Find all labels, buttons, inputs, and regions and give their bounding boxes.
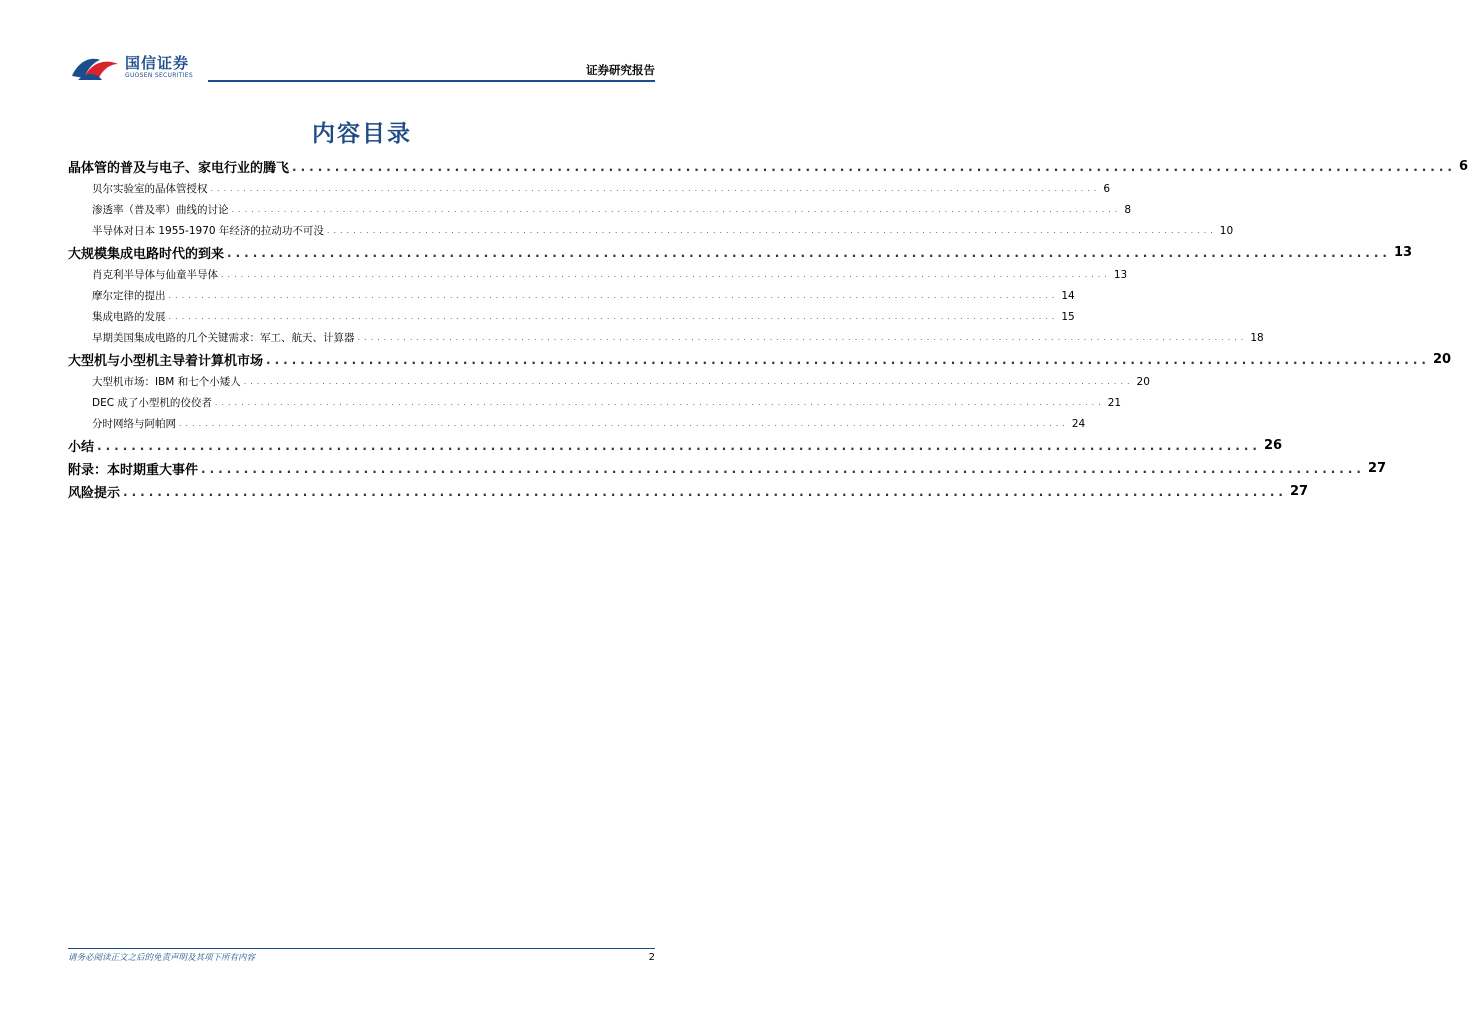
footer-disclaimer: 请务必阅读正文之后的免责声明及其项下所有内容: [68, 953, 256, 963]
page-header: [0, 0, 724, 86]
toc-leader-dots: ........................................................................................................................................: [243, 377, 1134, 386]
toc-entry-label: 集成电路的发展: [92, 311, 166, 323]
toc-leader-dots: ........................................................................................................................................: [168, 312, 1059, 321]
toc-entry[interactable]: [68, 392, 1122, 413]
toc-entry-label: 摩尔定律的提出: [92, 290, 166, 302]
header-divider: [208, 80, 655, 82]
toc-entry-page: 15: [1061, 310, 1075, 323]
footer-divider: [68, 948, 655, 949]
toc-entry[interactable]: [68, 306, 1075, 327]
toc-leader-dots: ........................................................................................................................................: [292, 159, 1456, 174]
toc-entry-page: 21: [1107, 396, 1122, 409]
toc-entry[interactable]: [68, 327, 1264, 348]
toc-entry-page: 18: [1250, 331, 1264, 344]
toc-leader-dots: ........................................................................................................................................: [168, 291, 1059, 300]
logo-text-cn: 国信证券: [125, 54, 190, 72]
toc-leader-dots: ........................................................................................................................................: [97, 438, 1261, 453]
toc-leader-dots: ........................................................................................................................................: [214, 398, 1105, 407]
toc-entry-label: 风险提示: [68, 486, 121, 501]
toc-entry-page: 20: [1432, 352, 1452, 367]
table-of-contents: [68, 155, 1468, 503]
toc-entry[interactable]: [68, 178, 1111, 199]
toc-entry[interactable]: [68, 480, 1309, 503]
toc-entry-label: 大型机市场：IBM 和七个小矮人: [92, 376, 241, 388]
toc-entry-page: 27: [1289, 484, 1309, 499]
toc-entry-page: 6: [1458, 159, 1468, 174]
toc-entry-page: 27: [1367, 461, 1387, 476]
toc-entry-label: 大规模集成电路时代的到来: [68, 247, 225, 262]
toc-entry-page: 24: [1071, 417, 1086, 430]
toc-entry[interactable]: [68, 434, 1283, 457]
toc-entry[interactable]: [68, 285, 1075, 306]
toc-entry[interactable]: [68, 413, 1086, 434]
toc-entry-label: 晶体管的普及与电子、家电行业的腾飞: [68, 161, 290, 176]
guosen-logo: [70, 50, 198, 84]
toc-entry-label: 肖克利半导体与仙童半导体: [92, 269, 218, 281]
toc-entry[interactable]: [68, 264, 1128, 285]
report-type-label: 证券研究报告: [586, 63, 655, 77]
toc-entry-page: 8: [1124, 203, 1132, 216]
toc-entry-page: 6: [1103, 182, 1111, 195]
toc-title: 内容目录: [312, 121, 412, 147]
toc-entry-label: 半导体对日本 1955-1970 年经济的拉动功不可没: [92, 225, 324, 237]
page-number: 2: [648, 952, 655, 963]
toc-leader-dots: ........................................................................................................................................: [357, 333, 1248, 342]
toc-entry[interactable]: [68, 348, 1452, 371]
toc-entry-label: 大型机与小型机主导着计算机市场: [68, 354, 264, 369]
toc-entry-label: 早期美国集成电路的几个关键需求：军工、航天、计算器: [92, 332, 355, 344]
toc-entry-page: 14: [1061, 289, 1075, 302]
toc-entry-label: 分时网络与阿帕网: [92, 418, 176, 430]
toc-leader-dots: ........................................................................................................................................: [326, 226, 1217, 235]
guosen-logo-icon: [70, 50, 122, 84]
toc-leader-dots: ........................................................................................................................................: [221, 270, 1111, 279]
toc-entry-page: 13: [1113, 268, 1128, 281]
toc-entry-page: 13: [1393, 245, 1413, 260]
toc-entry-page: 10: [1219, 224, 1234, 237]
toc-entry[interactable]: [68, 220, 1234, 241]
toc-entry[interactable]: [68, 199, 1132, 220]
toc-entry-label: DEC 成了小型机的佼佼者: [92, 397, 212, 409]
toc-entry-label: 小结: [68, 440, 95, 455]
toc-entry[interactable]: [68, 457, 1387, 480]
toc-leader-dots: ........................................................................................................................................: [123, 484, 1287, 499]
toc-leader-dots: ........................................................................................................................................: [179, 419, 1069, 428]
toc-entry-label: 渗透率（普及率）曲线的讨论: [92, 204, 229, 216]
logo-text-en: GUOSEN SECURITIES: [125, 72, 194, 79]
toc-leader-dots: ........................................................................................................................................: [227, 245, 1391, 260]
toc-leader-dots: ........................................................................................................................................: [231, 205, 1122, 214]
toc-entry-page: 20: [1136, 375, 1150, 388]
toc-entry[interactable]: [68, 241, 1413, 264]
toc-entry-label: 贝尔实验室的晶体管授权: [92, 183, 208, 195]
toc-leader-dots: ........................................................................................................................................: [201, 461, 1365, 476]
toc-entry-page: 26: [1263, 438, 1283, 453]
toc-leader-dots: ........................................................................................................................................: [210, 184, 1101, 193]
toc-entry[interactable]: [68, 155, 1468, 178]
toc-entry[interactable]: [68, 371, 1150, 392]
toc-leader-dots: ........................................................................................................................................: [266, 352, 1430, 367]
toc-entry-label: 附录：本时期重大事件: [68, 463, 199, 478]
